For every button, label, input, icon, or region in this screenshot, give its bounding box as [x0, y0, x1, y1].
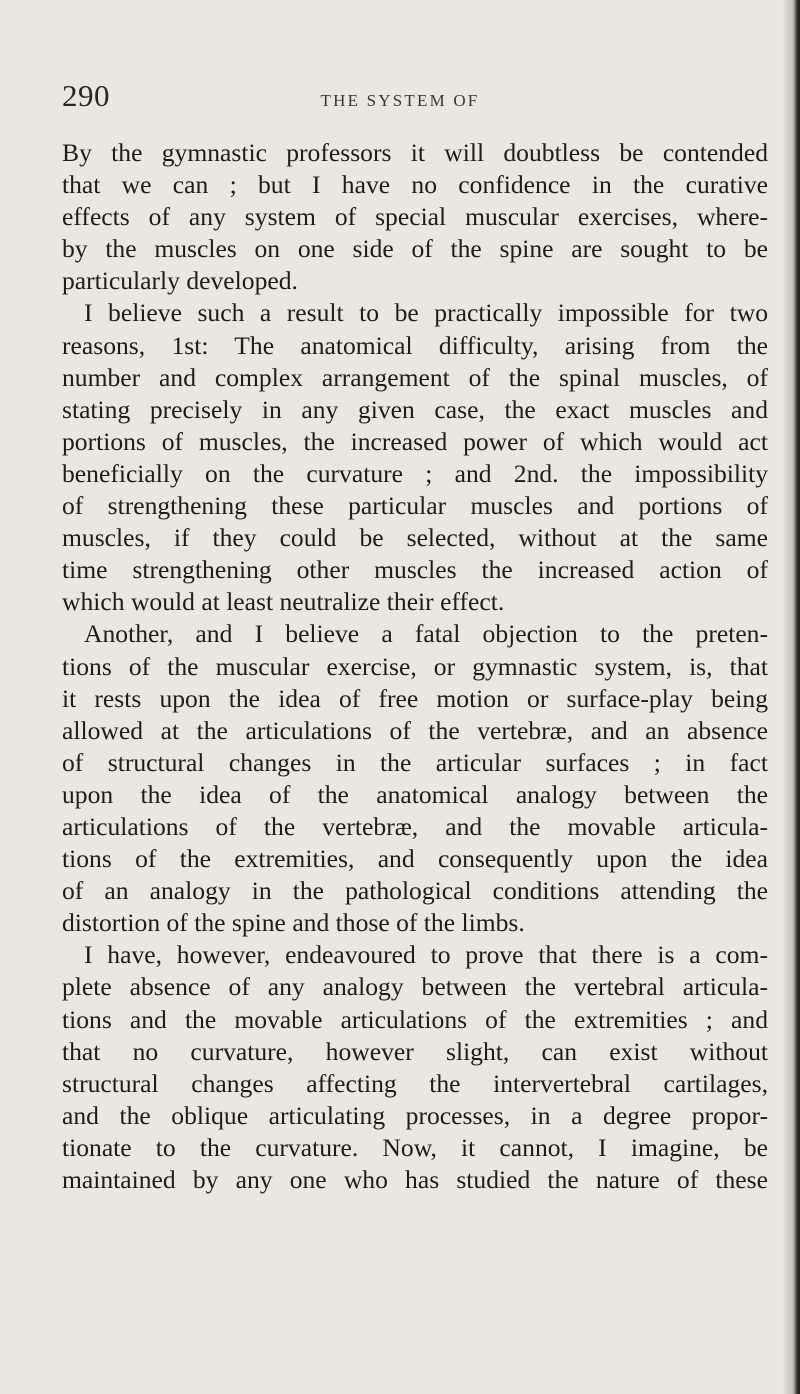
text-line: number and complex arrangement of the spinal muscles, of: [62, 362, 768, 392]
text-line: maintained by any one who has studied the nature of these: [62, 1165, 768, 1194]
text-line: time strengthening other muscles the increased action of: [62, 555, 768, 585]
paragraph-start-line: I believe such a result to be practically impossible for two: [84, 298, 768, 328]
text-line: upon the idea of the anatomical analogy between the: [62, 779, 768, 809]
text-line: and the oblique articulating processes, in a degree propor-: [62, 1100, 768, 1130]
text-line: that we can ; but I have no confidence in the curative: [62, 170, 768, 200]
running-head: THE SYSTEM OF: [320, 91, 480, 110]
paragraph-start-line: I have, however, endeavoured to prove that there is a com-: [84, 940, 768, 970]
paragraph-end-line: particularly developed.: [62, 266, 298, 296]
text-line: allowed at the articulations of the vertebræ, and an absence: [62, 715, 768, 745]
text-line: tionate to the curvature. Now, it cannot, I imagine, be: [62, 1132, 768, 1162]
paragraph-start-line: Another, and I believe a fatal objection to the preten-: [84, 619, 768, 649]
book-edge: [790, 0, 800, 1394]
text-line: that no curvature, however slight, can exist without: [62, 1036, 768, 1066]
text-line: of strengthening these particular muscles and portions of: [62, 491, 768, 521]
text-line: tions of the extremities, and consequently upon the idea: [62, 844, 768, 874]
text-line: muscles, if they could be selected, without at the same: [62, 523, 768, 553]
text-line: tions of the muscular exercise, or gymnastic system, is, that: [62, 651, 768, 681]
paragraph-end-line: which would at least neutralize their effect.: [62, 587, 505, 617]
page-number: 290: [62, 78, 110, 113]
text-line: reasons, 1st: The anatomical difficulty, arising from the: [62, 330, 768, 360]
text-line: it rests upon the idea of free motion or surface-play being: [62, 683, 768, 713]
text-line: of structural changes in the articular surfaces ; in fact: [62, 747, 768, 777]
text-line: tions and the movable articulations of the extremities ; and: [62, 1004, 768, 1034]
text-line: structural changes affecting the intervertebral cartilages,: [62, 1068, 768, 1098]
text-line: portions of muscles, the increased power of which would act: [62, 426, 768, 456]
text-line: of an analogy in the pathological conditions attending the: [62, 876, 768, 906]
text-line: By the gymnastic professors it will doubtless be contended: [62, 138, 768, 167]
text-line: beneficially on the curvature ; and 2nd. the impossibility: [62, 458, 768, 488]
paragraph-end-line: distortion of the spine and those of the limbs.: [62, 908, 525, 938]
body-text: [62, 137, 768, 1196]
text-line: effects of any system of special muscular exercises, where-: [62, 202, 768, 232]
text-line: by the muscles on one side of the spine are sought to be: [62, 234, 768, 264]
text-line: articulations of the vertebræ, and the movable articula-: [62, 811, 768, 841]
page-gutter-shadow: [782, 0, 790, 1394]
text-line: stating precisely in any given case, the exact muscles and: [62, 394, 768, 424]
text-line: plete absence of any analogy between the vertebral articula-: [62, 972, 768, 1002]
